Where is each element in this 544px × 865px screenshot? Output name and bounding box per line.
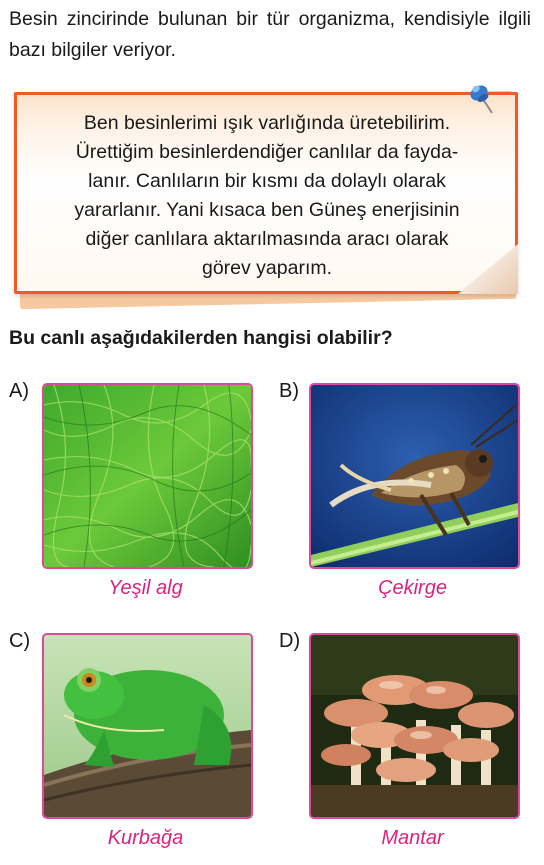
push-pin-icon	[468, 82, 498, 116]
option-b-caption: Çekirge	[378, 577, 447, 599]
option-b-letter: B)	[279, 380, 299, 402]
intro-text: Besin zincirinde bulunan bir tür organizma, kendisiyle ilgili bazı bilgiler veriyor.	[9, 8, 531, 61]
note-line: diğer canlılara aktarılmasında aracı olarak	[85, 228, 449, 250]
question-text: Bu canlı aşağıdakilerden hangisi olabilir?	[9, 327, 393, 349]
note-line: Ürettiğim besinlerdendiğer canlılar da fayda-	[75, 141, 459, 163]
note-card	[14, 92, 518, 294]
note-line: Ben besinlerimi ışık varlığında üretebilirim.	[83, 112, 451, 134]
option-d-caption: Mantar	[381, 827, 444, 849]
speech-note	[10, 82, 518, 308]
option-a-letter: A)	[9, 380, 29, 402]
option-d-letter: D)	[279, 630, 301, 652]
note-text	[47, 109, 487, 283]
frog-photo[interactable]	[42, 633, 253, 819]
green-algae-photo[interactable]	[42, 383, 253, 569]
grasshopper-photo[interactable]	[309, 383, 520, 569]
note-line: görev yaparım.	[201, 257, 333, 279]
option-c-letter: C)	[9, 630, 31, 652]
mushroom-photo[interactable]	[309, 633, 520, 819]
note-line: yararlanır. Yani kısaca ben Güneş enerjisinin	[74, 199, 460, 221]
note-line: lanır. Canlıların bir kısmı da dolaylı olarak	[88, 170, 446, 192]
option-c-caption: Kurbağa	[107, 827, 184, 849]
option-a-caption: Yeşil alg	[108, 577, 183, 599]
